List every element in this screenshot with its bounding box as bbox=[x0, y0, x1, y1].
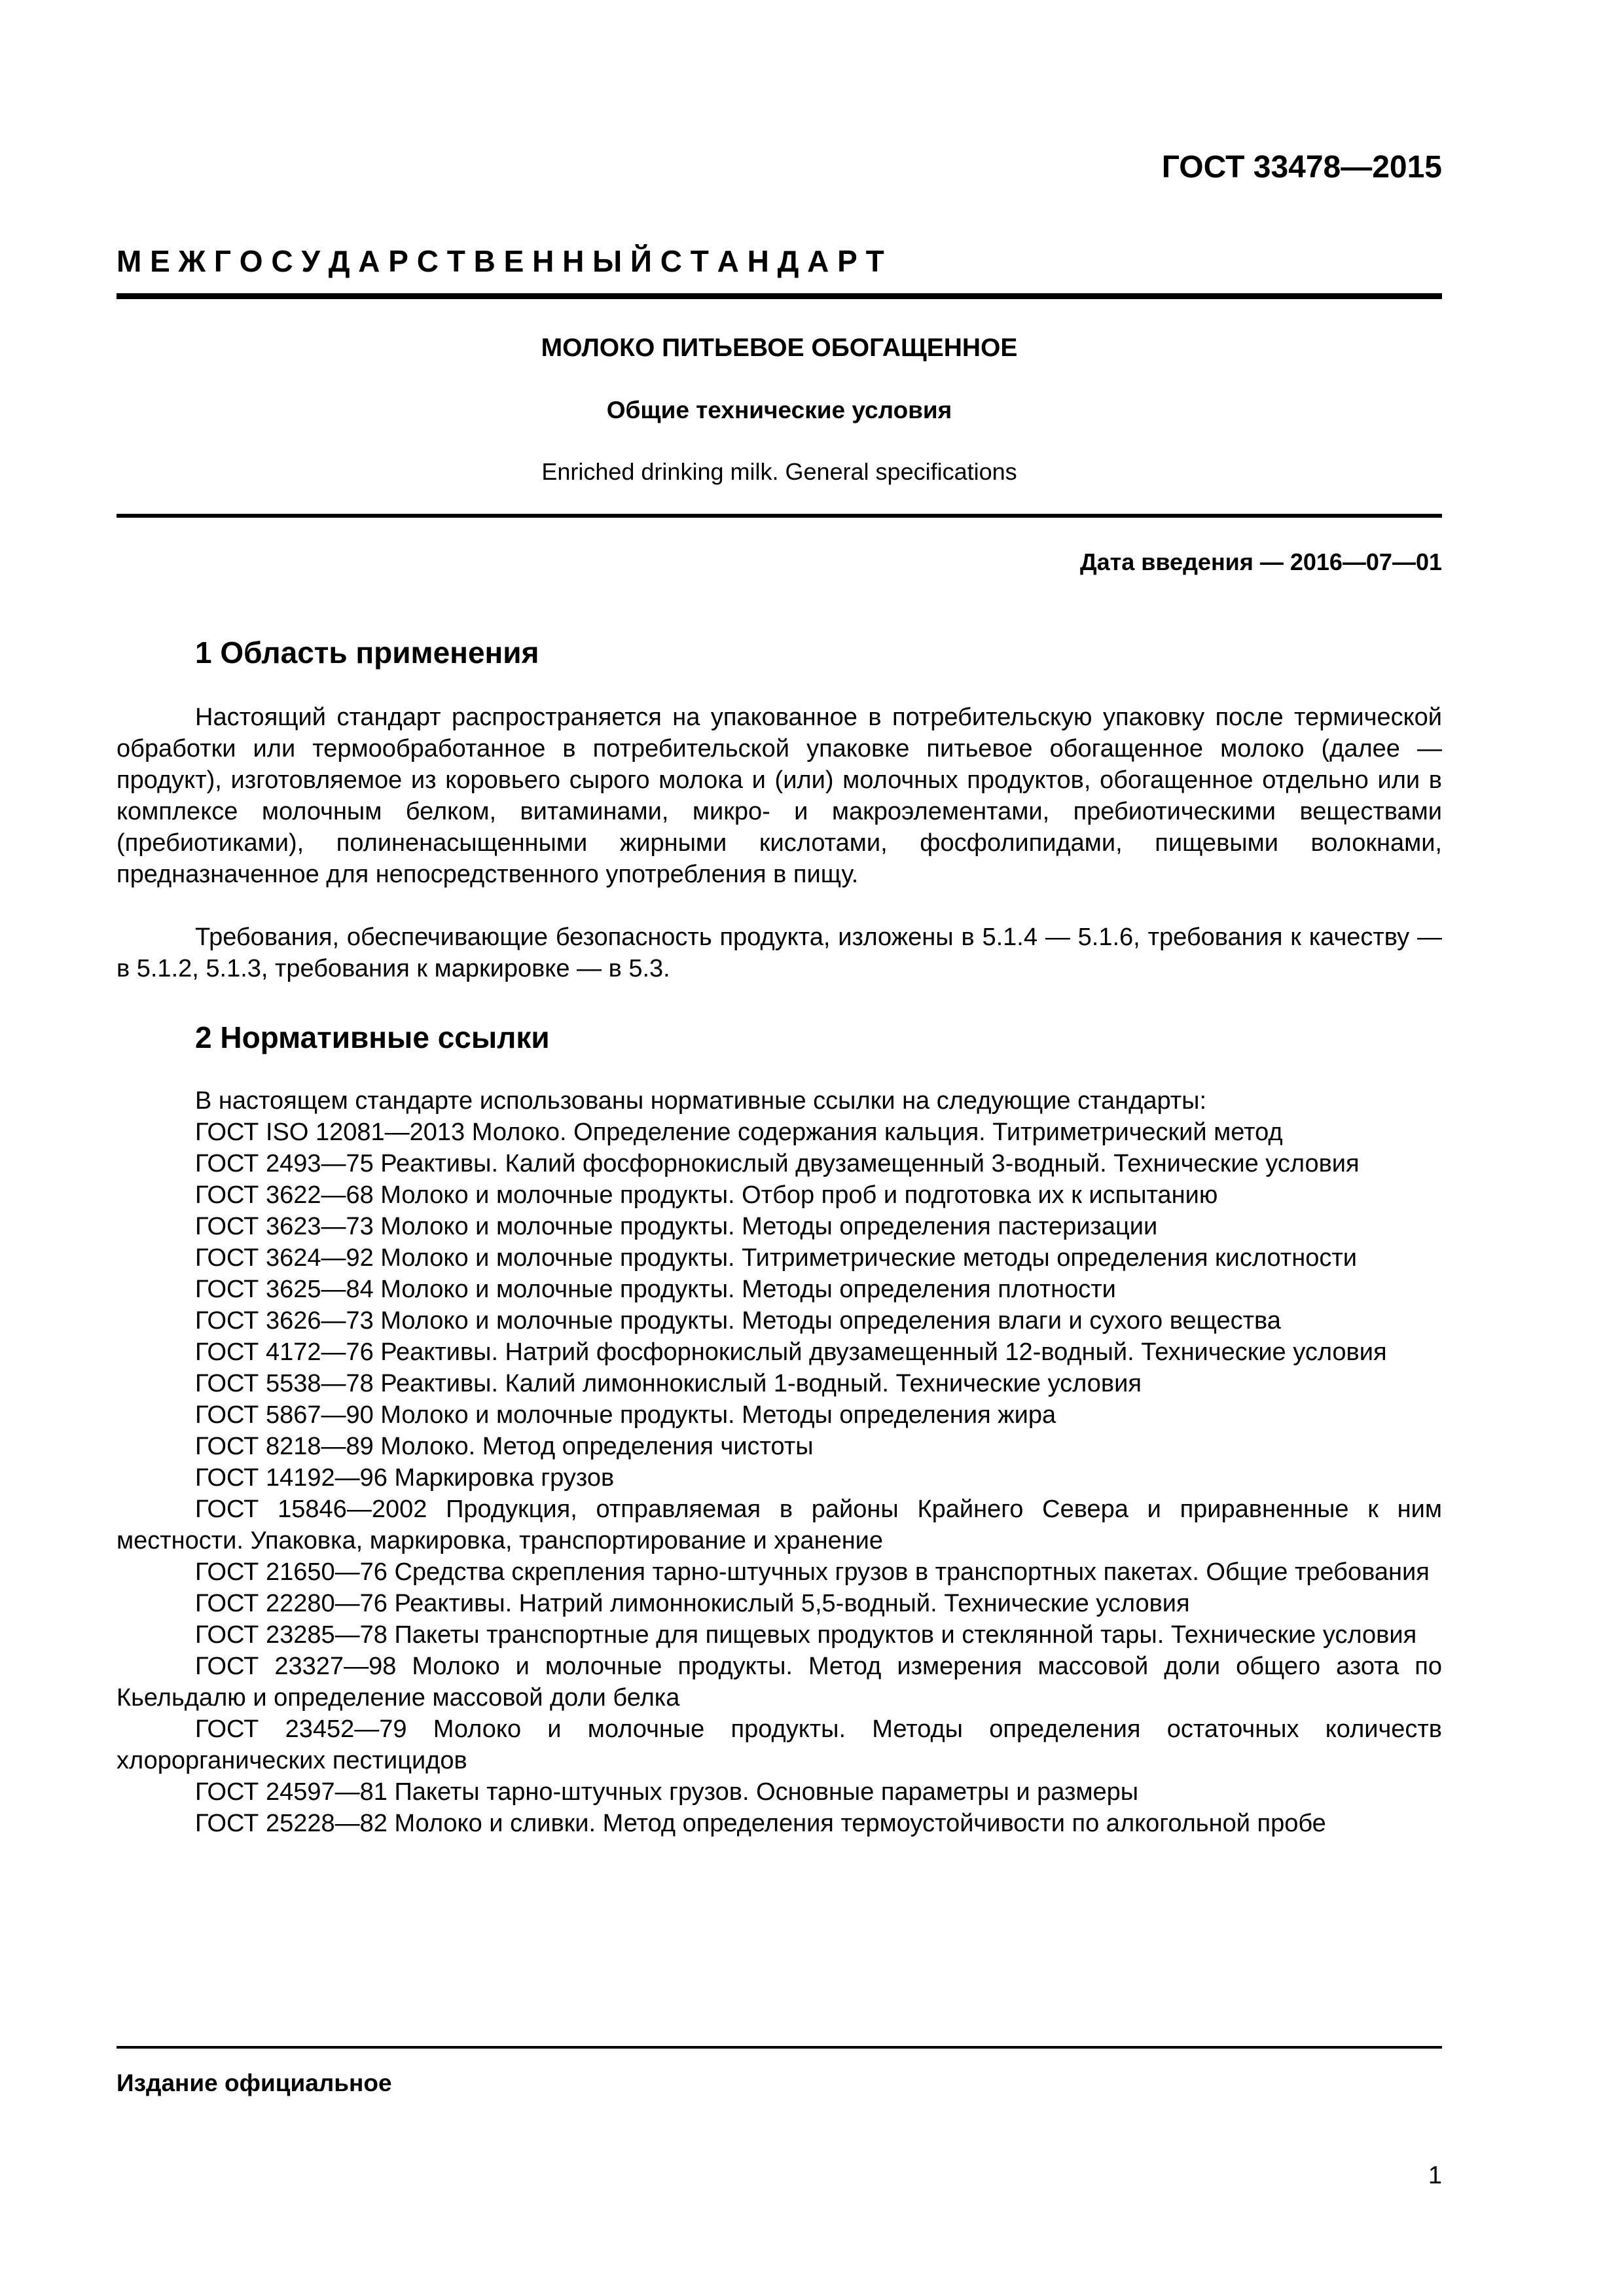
reference-item: ГОСТ 3626—73 Молоко и молочные продукты. Методы определения влаги и сухого вещества bbox=[195, 1307, 1281, 1335]
reference-item: ГОСТ 23327—98 Молоко и молочные продукты. Метод измерения массовой доли общего азота по Кьельдалю и определение массовой доли белка bbox=[117, 1653, 1442, 1712]
interstate-standard-label: М Е Ж Г О С У Д А Р С Т В Е Н Н Ы Й С Т А Н Д А Р Т bbox=[117, 244, 884, 278]
references-intro: В настоящем стандарте использованы нормативные ссылки на следующие стандарты: bbox=[195, 1087, 1207, 1115]
reference-item: ГОСТ ISO 12081—2013 Молоко. Определение содержания кальция. Титриметрический метод bbox=[195, 1119, 1283, 1146]
document-code: ГОСТ 33478—2015 bbox=[1161, 150, 1442, 185]
footer-divider bbox=[117, 2046, 1442, 2049]
reference-item: ГОСТ 15846—2002 Продукция, отправляемая в районы Крайнего Севера и приравненные к ним местности. Упаковка, маркировка, транспортирование и хранение bbox=[117, 1496, 1442, 1554]
reference-item: ГОСТ 23285—78 Пакеты транспортные для пищевых продуктов и стеклянной тары. Технические условия bbox=[195, 1621, 1417, 1649]
scope-paragraph: Настоящий стандарт распространяется на упакованное в потребительскую упаковку после термической обработки или термообработанное в потребительской упаковке питьевое обогащенное молоко (далее — продукт), изготовляемое из коровьего сырого молока и (или) молочных продуктов, обогащенное отдельно или в комплексе молочным белком, витаминами, микро- и макроэлементами, пребиотическими веществами (пребиотиками), полиненасыщенными жирными кислотами, фосфолипидами, пищевыми волокнами, предназначенное для непосредственного употребления в пищу. bbox=[117, 704, 1442, 888]
reference-item: ГОСТ 22280—76 Реактивы. Натрий лимоннокислый 5,5-водный. Технические условия bbox=[195, 1590, 1190, 1617]
document-subtitle: Общие технические условия bbox=[606, 397, 952, 423]
reference-item: ГОСТ 8218—89 Молоко. Метод определения чистоты bbox=[195, 1433, 814, 1460]
reference-item: ГОСТ 24597—81 Пакеты тарно-штучных грузов. Основные параметры и размеры bbox=[195, 1778, 1139, 1806]
reference-item: ГОСТ 3623—73 Молоко и молочные продукты. Методы определения пастеризации bbox=[195, 1213, 1158, 1240]
reference-item: ГОСТ 3622—68 Молоко и молочные продукты. Отбор проб и подготовка их к испытанию bbox=[195, 1181, 1218, 1209]
reference-item: ГОСТ 5867—90 Молоко и молочные продукты. Методы определения жира bbox=[195, 1401, 1056, 1429]
reference-item: ГОСТ 25228—82 Молоко и сливки. Метод определения термоустойчивости по алкогольной пробе bbox=[195, 1810, 1326, 1837]
reference-item: ГОСТ 14192—96 Маркировка грузов bbox=[195, 1464, 615, 1492]
reference-item: ГОСТ 4172—76 Реактивы. Натрий фосфорнокислый двузамещенный 12-водный. Технические условия bbox=[195, 1338, 1387, 1366]
document-title-english: Enriched drinking milk. General specifications bbox=[541, 458, 1017, 485]
introduction-date: Дата введения — 2016—07—01 bbox=[1079, 548, 1442, 575]
reference-item: ГОСТ 21650—76 Средства скрепления тарно-штучных грузов в транспортных пакетах. Общие требования bbox=[195, 1558, 1430, 1586]
top-divider bbox=[117, 293, 1442, 299]
title-divider bbox=[117, 514, 1442, 518]
reference-item: ГОСТ 2493—75 Реактивы. Калий фосфорнокислый двузамещенный 3-водный. Технические условия bbox=[195, 1150, 1360, 1177]
page-number: 1 bbox=[1428, 2162, 1442, 2189]
reference-item: ГОСТ 3625—84 Молоко и молочные продукты. Методы определения плотности bbox=[195, 1276, 1116, 1303]
section-heading-scope: 1 Область применения bbox=[195, 636, 539, 670]
scope-paragraph: Требования, обеспечивающие безопасность продукта, изложены в 5.1.4 — 5.1.6, требования к качеству — в 5.1.2, 5.1.3, требования к маркировке — в 5.3. bbox=[117, 924, 1442, 982]
document-title: МОЛОКО ПИТЬЕВОЕ ОБОГАЩЕННОЕ bbox=[541, 334, 1018, 362]
reference-item: ГОСТ 5538—78 Реактивы. Калий лимоннокислый 1-водный. Технические условия bbox=[195, 1370, 1142, 1397]
reference-item: ГОСТ 23452—79 Молоко и молочные продукты. Методы определения остаточных количеств хлорорганических пестицидов bbox=[117, 1715, 1442, 1774]
reference-item: ГОСТ 3624—92 Молоко и молочные продукты. Титриметрические методы определения кислотности bbox=[195, 1244, 1357, 1272]
references-list bbox=[117, 1085, 1442, 1839]
section-heading-normative-references: 2 Нормативные ссылки bbox=[195, 1020, 550, 1054]
official-edition-label: Издание официальное bbox=[117, 2070, 392, 2096]
